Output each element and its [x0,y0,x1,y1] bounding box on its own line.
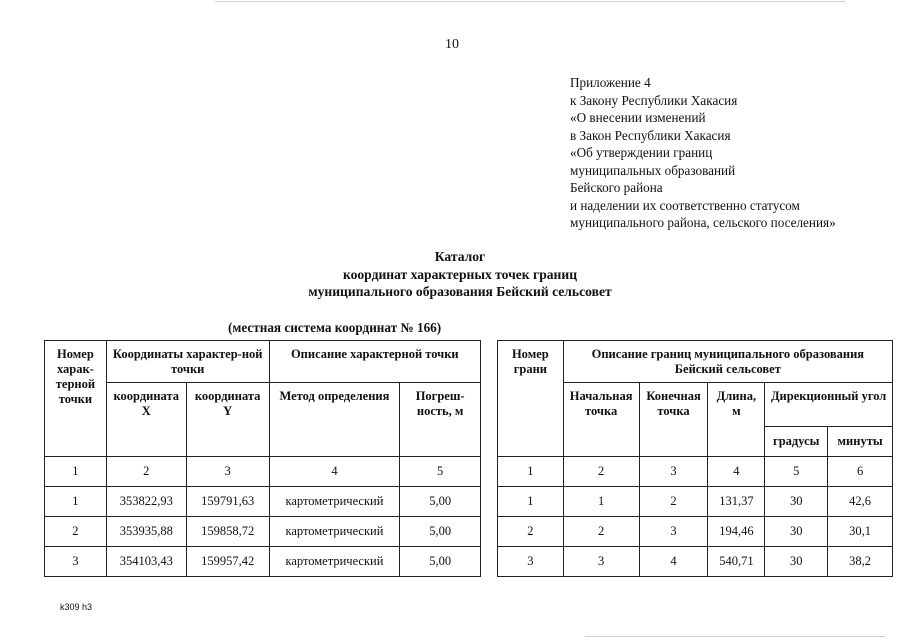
table-row [45,487,481,517]
header-direction-angle: Дирекционный угол [765,383,893,427]
header-method: Метод определения [269,383,400,457]
cell-degrees: 30 [765,517,828,547]
header-boundary-description: Описание границ муниципального образования Бейский сельсовет [563,341,892,383]
column-number: 3 [639,457,708,487]
cell-coord-y: 159858,72 [186,517,269,547]
cell-degrees: 30 [765,547,828,577]
table-row [498,517,893,547]
column-number: 5 [765,457,828,487]
table-row [45,517,481,547]
cell-method: картометрический [269,487,400,517]
appendix-line: и наделении их соответственно статусом [570,197,800,213]
header-degrees: градусы [765,427,828,457]
header-minutes: минуты [828,427,893,457]
header-start-point: Начальная точка [563,383,639,457]
column-number: 4 [269,457,400,487]
appendix-line: муниципального района, сельского поселения» [570,215,836,230]
cell-minutes: 38,2 [828,547,893,577]
column-number: 3 [186,457,269,487]
cell-length: 131,37 [708,487,765,517]
cell-start-point: 1 [563,487,639,517]
title-line: муниципального образования Бейский сельсовет [308,284,612,299]
appendix-line: «Об утверждении границ [570,145,713,160]
header-coord-x: координата X [106,383,186,457]
scan-artifact-top [215,1,845,2]
table-row [45,547,481,577]
cell-minutes: 30,1 [828,517,893,547]
header-boundary-number: Номер грани [498,341,564,457]
cell-error: 5,00 [400,487,481,517]
cell-coord-y: 159957,42 [186,547,269,577]
cell-end-point: 3 [639,517,708,547]
column-number: 6 [828,457,893,487]
cell-coord-x: 353935,88 [106,517,186,547]
appendix-line: к Закону Республики Хакасия [570,92,738,108]
coordinate-system-note: (местная система координат № 166) [228,320,442,335]
cell-minutes: 42,6 [828,487,893,517]
cell-degrees: 30 [765,487,828,517]
appendix-line: в Закон Республики Хакасия [570,127,731,143]
column-number-row [498,457,893,487]
cell-boundary-number: 1 [498,487,564,517]
cell-end-point: 4 [639,547,708,577]
document-footer-code: k309 h3 [60,602,93,612]
header-end-point: Конечная точка [639,383,708,457]
cell-start-point: 2 [563,517,639,547]
cell-boundary-number: 3 [498,547,564,577]
cell-method: картометрический [269,547,400,577]
cell-coord-x: 354103,43 [106,547,186,577]
points-catalog-table [44,340,481,577]
header-point-description: Описание характерной точки [269,341,480,383]
cell-point-number: 3 [45,547,107,577]
cell-error: 5,00 [400,547,481,577]
page-number: 10 [445,37,459,52]
cell-coord-x: 353822,93 [106,487,186,517]
header-length: Длина, м [708,383,765,457]
cell-end-point: 2 [639,487,708,517]
cell-boundary-number: 2 [498,517,564,547]
header-point-number: Номер харак-терной точки [45,341,107,457]
column-number: 1 [498,457,564,487]
header-coord-y: координата Y [186,383,269,457]
table-row [498,547,893,577]
appendix-line: Приложение 4 [570,75,651,90]
column-number: 2 [563,457,639,487]
scan-artifact-bottom [585,636,885,637]
table-row [498,487,893,517]
appendix-line: «О внесении изменений [570,110,706,125]
cell-coord-y: 159791,63 [186,487,269,517]
column-number: 2 [106,457,186,487]
header-error: Погреш-ность, м [400,383,481,457]
document-title [250,248,670,301]
title-line: координат характерных точек границ [342,266,578,282]
column-number: 4 [708,457,765,487]
cell-length: 194,46 [708,517,765,547]
cell-point-number: 1 [45,487,107,517]
cell-point-number: 2 [45,517,107,547]
cell-length: 540,71 [708,547,765,577]
boundary-segments-table [497,340,893,577]
column-number-row [45,457,481,487]
column-number: 1 [45,457,107,487]
column-number: 5 [400,457,481,487]
appendix-line: муниципальных образований [570,162,736,178]
title-line: Каталог [434,249,486,264]
cell-method: картометрический [269,517,400,547]
appendix-line: Бейского района [570,180,663,195]
cell-error: 5,00 [400,517,481,547]
header-coordinates: Координаты характер-ной точки [106,341,269,383]
appendix-note [570,74,836,232]
cell-start-point: 3 [563,547,639,577]
